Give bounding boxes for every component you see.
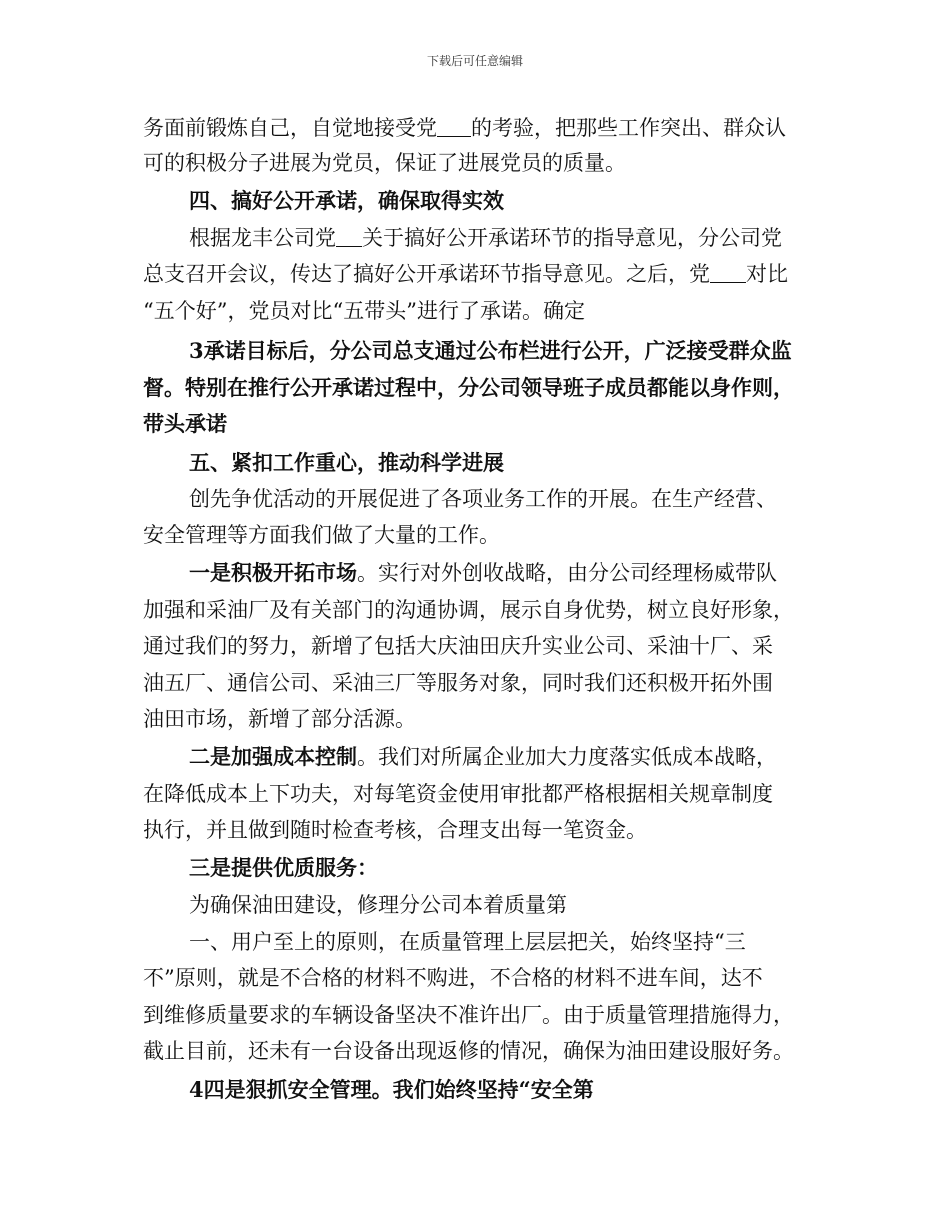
blank-underline <box>336 228 362 247</box>
body-line: 不”原则，就是不合格的材料不购进，不合格的材料不进车间，达不 <box>143 966 763 990</box>
body-line: 在降低成本上下功夫，对每笔资金使用审批都严格根据相关规章制度 <box>143 782 773 806</box>
body-line: 一、用户至上的原则，在质量管理上层层把关，始终坚持“三 <box>189 930 746 954</box>
body-line: 二是加强成本控制。我们对所属企业加大力度落实低成本战略， <box>189 744 777 769</box>
subsection-heading: 三是提供优质服务： <box>189 855 378 880</box>
body-line: 通过我们的努力，新增了包括大庆油田庆升实业公司、采油十厂、采 <box>143 634 773 658</box>
body-line: 可的积极分子进展为党员，保证了进展党员的质量。 <box>143 151 626 175</box>
body-line-bold: 3承诺目标后，分公司总支通过公布栏进行公开，广泛接受群众监 <box>189 338 792 363</box>
blank-underline <box>710 264 746 283</box>
body-line-bold: 带头承诺 <box>143 411 227 436</box>
body-line: 总支召开会议，传达了搞好公开承诺环节指导意见。之后，党 对比 <box>143 262 788 286</box>
section-heading-5: 五、紧扣工作重心，推动科学进展 <box>189 450 504 475</box>
body-line: 执行，并且做到随时检查考核，合理支出每一笔资金。 <box>143 818 647 842</box>
body-line: 根据龙丰公司党 关于搞好公开承诺环节的指导意见，分公司党 <box>189 226 782 250</box>
section-heading-4: 四、搞好公开承诺，确保取得实效 <box>189 188 504 213</box>
lead-phrase: 一是积极开拓市场 <box>189 560 357 585</box>
body-line: 安全管理等方面我们做了大量的工作。 <box>143 523 500 547</box>
body-line: 务面前锻炼自己，自觉地接受党 的考验，把那些工作突出、群众认 <box>143 116 786 140</box>
body-line: 截止目前，还未有一台设备出现返修的情况，确保为油田建设服好务。 <box>143 1039 794 1063</box>
body-line: 加强和采油厂及有关部门的沟通协调，展示自身优势，树立良好形象， <box>143 598 794 622</box>
body-line-bold: 4四是狠抓安全管理。我们始终坚持“安全第 <box>189 1077 594 1102</box>
body-line: 创先争优活动的开展促进了各项业务工作的开展。在生产经营、 <box>189 487 777 511</box>
blank-underline <box>437 118 471 137</box>
page-header: 下载后可任意编辑 <box>426 54 523 68</box>
body-line: 为确保油田建设，修理分公司本着质量第 <box>189 893 567 917</box>
body-line-bold: 督。特别在推行公开承诺过程中，分公司领导班子成员都能以身作则， <box>143 375 794 400</box>
body-line: 一是积极开拓市场。实行对外创收战略，由分公司经理杨威带队 <box>189 560 777 585</box>
body-line: 到维修质量要求的车辆设备坚决不准许出厂。由于质量管理措施得力， <box>143 1003 794 1027</box>
lead-phrase: 二是加强成本控制 <box>189 744 357 769</box>
body-line: 油五厂、通信公司、采油三厂等服务对象，同时我们还积极开拓外围 <box>143 671 773 695</box>
body-line: 油田市场，新增了部分活源。 <box>143 707 416 731</box>
body-line: “五个好”，党员对比“五带头”进行了承诺。确定 <box>143 299 585 323</box>
